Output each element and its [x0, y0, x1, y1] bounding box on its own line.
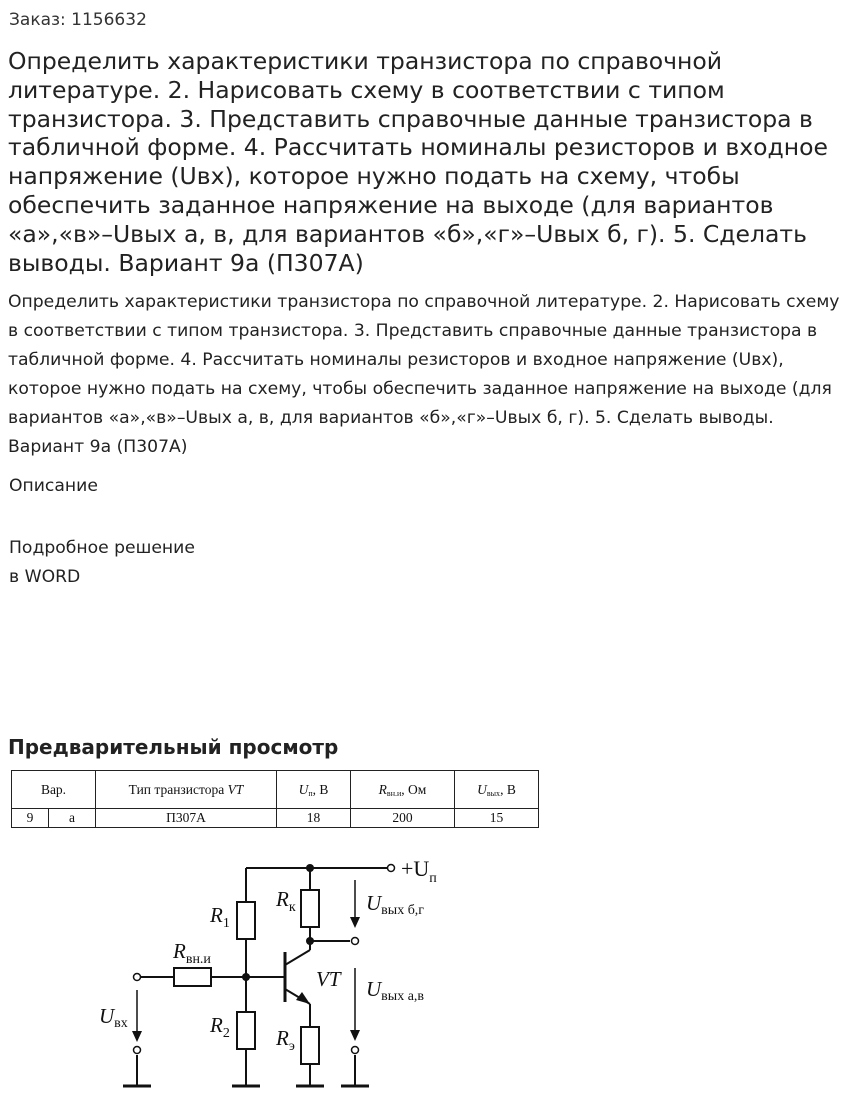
resistor-re-body [301, 1027, 319, 1064]
rk-label: $R_к$ [276, 887, 296, 915]
header-variant: Вар. [12, 771, 96, 809]
resistor-rk-body [301, 890, 319, 927]
r1-label: $R_1$ [210, 903, 230, 931]
detail-line-2: в WORD [9, 567, 81, 587]
transistor-circuit-diagram [0, 840, 847, 1097]
header-source-resistance: $R_{вн.и}$, Ом [351, 771, 455, 809]
cell-source-resistance: 200 [351, 809, 455, 828]
description-label: Описание [9, 476, 98, 496]
r2-label: $R_2$ [210, 1013, 230, 1041]
header-output-voltage: $U_{вых}$, В [455, 771, 539, 809]
re-label: $R_э$ [276, 1026, 295, 1054]
header-transistor-type: Тип транзистора VT [96, 771, 277, 809]
supply-voltage-label: $+U_п$ [401, 856, 437, 886]
cell-variant-letter: а [49, 809, 96, 828]
resistor-r1-body [237, 902, 255, 939]
transistor-label: VT [316, 967, 341, 991]
cell-transistor-type: П307А [96, 809, 277, 828]
output-voltage-av-label: Uвых а,в [366, 977, 425, 1004]
resistor-rvn-body [174, 968, 211, 986]
cell-output-voltage: 15 [455, 809, 539, 828]
emitter-arrow [296, 992, 310, 1004]
header-supply-voltage: $U_п$, В [277, 771, 351, 809]
order-number: Заказ: 1156632 [9, 10, 147, 30]
cell-supply-voltage: 18 [277, 809, 351, 828]
cell-variant-number: 9 [12, 809, 49, 828]
table-header-row [12, 771, 539, 809]
page-title: Определить характеристики транзистора по справочной литературе. 2. Нарисовать схему в соответствии с типом транзистора. 3. Представить справочные данные транзистора в табличной форме. 4. Рассчитать номиналы резисторов и входное напряжение (Uвх), которое нужно подать на схему, чтобы обеспечить заданное напряжение на выходе (для вариантов «а»,«в»–Uвых а, в, для вариантов «б»,«г»–Uвых б, г). 5. Сделать выводы. Вариант 9а (П307А) [8, 47, 828, 277]
preview-heading: Предварительный просмотр [8, 735, 339, 759]
rvn-label: $R_{вн.и}$ [173, 939, 211, 967]
output-voltage-bg-label: Uвых б,г [366, 891, 425, 918]
input-voltage-label: Uвх [99, 1004, 128, 1031]
table-row [12, 809, 539, 828]
detail-line-1: Подробное решение [9, 538, 195, 558]
task-description: Определить характеристики транзистора по справочной литературе. 2. Нарисовать схему в соответствии с типом транзистора. 3. Представить справочные данные транзистора в табличной форме. 4. Рассчитать номиналы резисторов и входное напряжение (Uвх), которое нужно подать на схему, чтобы обеспечить заданное напряжение на выходе (для вариантов «а»,«в»–Uвых а, в, для вариантов «б»,«г»–Uвых б, г). 5. Сделать выводы. Вариант 9а (П307А) [8, 292, 840, 457]
variant-table [11, 770, 539, 828]
resistor-r2-body [237, 1012, 255, 1049]
